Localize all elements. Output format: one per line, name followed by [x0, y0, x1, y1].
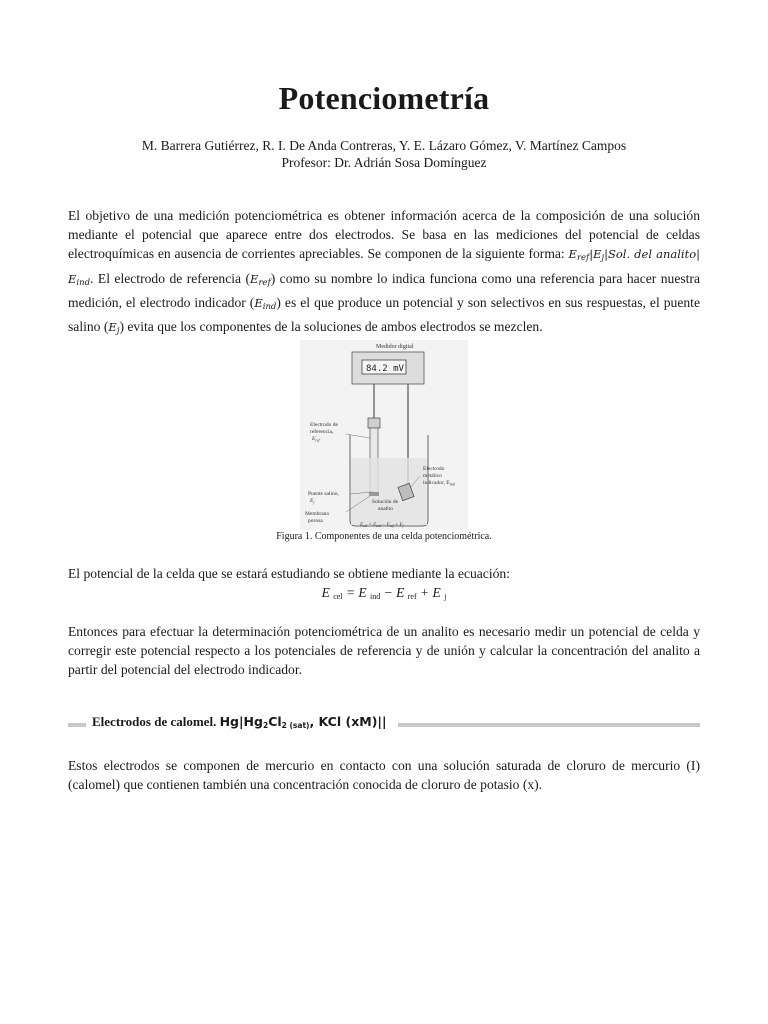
e-ref-symbol: $E_{ref}$ — [250, 271, 271, 288]
determination-paragraph: Entonces para efectuar la determinación potenciométrica de un analito es necesario medir un potencial de celda y corregir este potencial respecto a los potenciales de referencia y de unión y calcular la concentración del analito a partir del potencial del electrodo indicador. — [68, 624, 700, 678]
figure-caption: Figura 1. Componentes de una celda potenciométrica. — [276, 531, 492, 542]
cell-notation: $E_{ref}|E_j|Sol$. del analito| $E_{ind}$ — [68, 247, 700, 288]
svg-text:porosa: porosa — [308, 518, 323, 524]
professor-line: Profesor: Dr. Adrián Sosa Domínguez — [281, 155, 487, 170]
page-title: Potenciometría — [278, 80, 490, 116]
svg-text:Eref: $E_{ref}$ — [312, 436, 320, 443]
porous-membrane — [369, 492, 379, 496]
section-title: Electrodos de calomel. Hg|Hg2Cl2 (sat), KCl (xM)|| — [88, 714, 391, 730]
meter-reading: 84.2 mV — [366, 364, 404, 374]
section-bar-left — [68, 723, 86, 727]
potentiometric-cell-figure — [300, 340, 468, 530]
svg-text:Electrodo: Electrodo — [423, 466, 445, 472]
author-block — [0, 137, 768, 171]
figure-formula: $E_{cel} = E_{ind} - E_{ref} + E_j$ — [360, 523, 404, 529]
intro-text-4: ) es el que produce un potencial y son selectivos en sus respuestas, el puente salino ( — [68, 294, 700, 335]
cell-potential-equation: E cel = E ind − E ref + E j — [321, 585, 447, 601]
authors-line: M. Barrera Gutiérrez, R. I. De Anda Contreras, Y. E. Lázaro Gómez, V. Martínez Campos — [141, 138, 627, 153]
svg-text:metálico: metálico — [423, 473, 442, 479]
section-heading-calomel — [68, 714, 700, 736]
analyte-solution — [351, 458, 427, 525]
svg-text:Ej: $E_j$ — [310, 498, 315, 505]
e-j-symbol: $E_j$ — [108, 320, 120, 337]
svg-text:Puente salino,: Puente salino, — [308, 491, 339, 497]
intro-text-2: . El electrodo de referencia ( — [90, 270, 251, 286]
svg-text:indicador, Eind: indicador, $E_{ind}$ — [423, 480, 455, 487]
meter-label: Medidor digital — [376, 344, 414, 350]
calomel-paragraph: Estos electrodos se componen de mercurio en contacto con una solución saturada de cloruro de mercurio (I) (calomel) que contienen también una concentración conocida de cloruro de potasio (x). — [68, 758, 700, 793]
equation-intro: El potencial de la celda que se estará estudiando se obtiene mediante la ecuación: — [68, 566, 510, 581]
svg-text:analito: analito — [378, 506, 393, 512]
svg-text:referencia,: referencia, — [310, 429, 334, 435]
intro-text-1: El objetivo de una medición potenciométrica es obtener información acerca de la composición de una solución mediante el potencial que aparece entre dos electrodos. Se basa en las mediciones del potencial de celdas electroquímicas en ausencia de corrientes apreciables. Se componen de la siguiente forma: — [68, 208, 700, 262]
section-bar-right — [398, 723, 700, 727]
cell-diagram — [300, 340, 468, 530]
svg-text:Solución de: Solución de — [372, 499, 399, 505]
svg-text:Membrana: Membrana — [305, 511, 329, 517]
calomel-formula: Hg|Hg2Cl2 (sat), KCl (xM)|| — [219, 714, 387, 730]
intro-paragraph — [68, 206, 700, 341]
intro-text-5: ) evita que los componentes de la soluciones de ambos electrodos se mezclen. — [119, 319, 543, 335]
reference-cap — [368, 418, 380, 428]
svg-text:Electrodo de: Electrodo de — [310, 422, 338, 428]
intro-text-3: ) como su nombre lo indica funciona como una referencia para hacer nuestra medición, el electrodo indicador ( — [68, 270, 700, 310]
e-ind-symbol: $E_{ind}$ — [254, 295, 277, 312]
